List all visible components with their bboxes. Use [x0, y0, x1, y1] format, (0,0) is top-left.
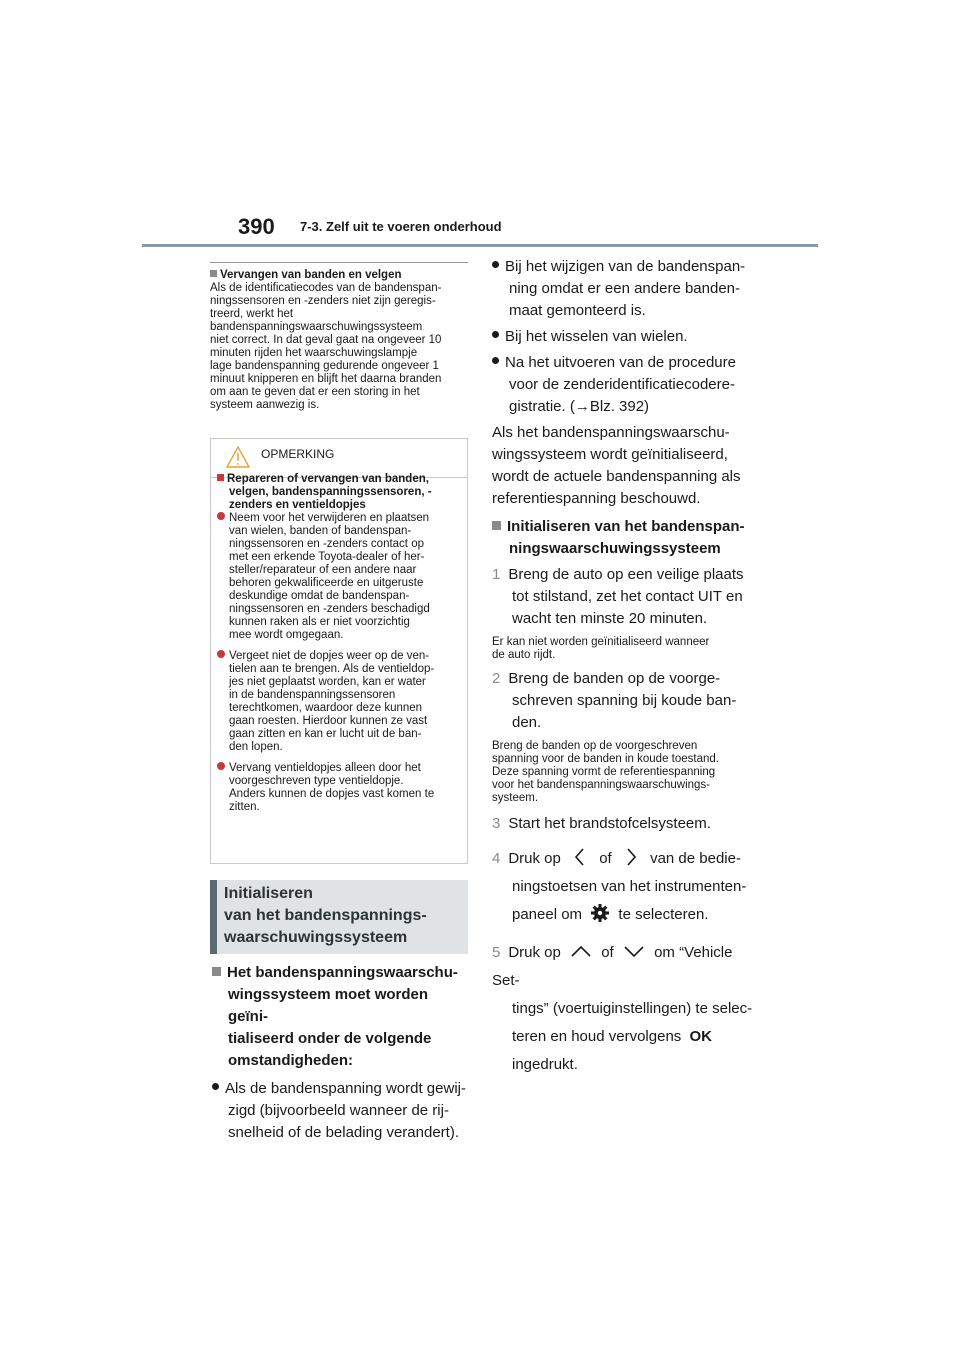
chevron-down-icon [623, 943, 645, 959]
gear-icon [590, 903, 610, 923]
bullet-icon [492, 261, 499, 268]
note-item-1: Neem voor het verwijderen en plaatsen van wielen, banden of bandenspan- ningssensoren en -zenders contact op met een erkende Toyota-dealer of her- steller/reparateur of een andere naar behoren gekwalificeerde en uitgeruste deskundige omdat de bandenspan- ningssensoren en -zenders beschadigd kunnen raken als er niet voorzichtig mee wordt omgegaan. [217, 512, 465, 642]
red-dot-icon [217, 650, 225, 658]
note-head: Repareren of vervangen van banden, velgen, bandenspanningssensoren, - zenders en ventieldopjes [217, 473, 465, 512]
red-square-icon [217, 474, 224, 481]
step-2-note: Breng de banden op de voorgeschreven spanning voor de banden in koude toestand. Deze spanning vormt de referentiespanning voor het bandenspanningswaarschuwings- systeem. [492, 740, 719, 804]
bullet-icon [492, 331, 499, 338]
red-dot-icon [217, 762, 225, 770]
chevron-left-icon [571, 847, 589, 867]
subhead: Vervangen van banden en velgen [210, 269, 468, 282]
note-title: OPMERKING [261, 447, 335, 461]
right-column [492, 256, 762, 1079]
warning-icon [225, 445, 251, 469]
step-2: 2 Breng de banden op de voorge- schreven spanning bij koude ban- den. [492, 670, 737, 731]
bullet-icon [492, 357, 499, 364]
step-1-note: Er kan niet worden geïnitialiseerd wanneer de auto rijdt. [492, 636, 710, 661]
chevron-right-icon [622, 847, 640, 867]
section-title: 7-3. Zelf uit te voeren onderhoud [300, 219, 502, 234]
note-item-3: Vervang ventieldopjes alleen door het voorgeschreven type ventieldopje. Anders kunnen de dopjes vast komen te zitten. [217, 762, 465, 814]
init-subhead: Initialiseren van het bandenspan- ningswaarschuwingssysteem [492, 516, 762, 560]
subhead-rule [210, 262, 468, 263]
square-bullet-icon [212, 967, 221, 976]
step-5: 5 Druk op of om “Vehicle Set- tings” (voertuiginstellingen) te selec- teren en houd vervolgens OK ingedrukt. [492, 944, 753, 1073]
ok-button-label: OK [689, 1028, 712, 1045]
square-bullet-icon [492, 521, 501, 530]
tire-replace-section [210, 262, 468, 412]
condition-bullet-1: Als de bandenspanning wordt gewij- zigd (bijvoorbeeld wanneer de rij- snelheid of de belading verandert). [212, 1078, 470, 1144]
page-number: 390 [238, 214, 275, 239]
tire-replace-para: Als de identificatiecodes van de bandenspan- ningssensoren en -zenders niet zijn geregis- treerd, werkt het bandenspanningswaarschuwingssysteem niet correct. In dat geval gaat na ongeveer 10 minuten rijden het waarschuwingslampje lage bandenspanning gedurende ongeveer 1 minuut knipperen en blijft het daarna branden om aan te geven dat er een storing in het systeem aanwezig is. [210, 282, 442, 411]
bullet-icon [212, 1083, 219, 1090]
square-bullet-icon [210, 270, 217, 277]
band-accent [210, 880, 217, 954]
red-dot-icon [217, 512, 225, 520]
header-rule [142, 244, 818, 247]
note-body [217, 473, 465, 814]
note-item-2: Vergeet niet de dopjes weer op de ven- tielen aan te brengen. Als de ventieldop- jes niet geplaatst worden, kan er water in de bandenspanningssensoren terechtkomen, waardoor deze kunnen gaan roesten. Hierdoor kunnen ze vast gaan zitten en kan er lucht uit de ban- den lopen. [217, 650, 465, 754]
note-box [210, 438, 468, 864]
reference-para: Als het bandenspanningswaarschu- wingssysteem wordt geïnitialiseerd, wordt de actuele bandenspanning als referentiespanning beschouwd. [492, 424, 741, 507]
chevron-up-icon [570, 943, 592, 959]
condition-bullet-2: Bij het wijzigen van de bandenspan- ning omdat er een andere banden- maat gemonteerd is. [492, 256, 762, 322]
step-3: 3 Start het brandstofcelsysteem. [492, 815, 711, 832]
step-4: 4 Druk op of van de bedie- ningstoetsen van het instrumenten- paneel om te selecteren. [492, 845, 762, 929]
init-conditions-head: Het bandenspanningswaarschu- wingssysteem moet worden geïni- tialiseerd onder de volgende omstandigheden: [212, 962, 470, 1072]
section-band [210, 880, 468, 954]
band-title: Initialiseren van het bandenspannings- waarschuwingssysteem [224, 885, 427, 946]
step-1: 1 Breng de auto op een veilige plaats tot stilstand, zet het contact UIT en wacht ten minste 20 minuten. [492, 566, 744, 627]
init-conditions [212, 962, 470, 1144]
condition-bullet-3: Bij het wisselen van wielen. [492, 326, 762, 348]
condition-bullet-4: Na het uitvoeren van de procedure voor de zenderidentificatiecodere- gistratie. (→Blz. 392) [492, 352, 762, 418]
